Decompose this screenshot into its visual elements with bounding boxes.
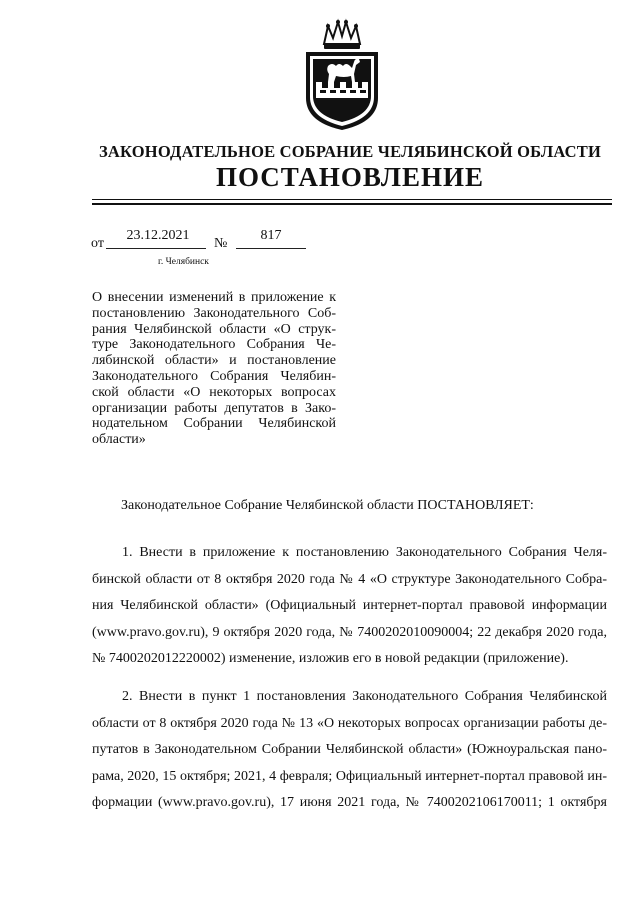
subject-line: лябинской области» и постановление xyxy=(92,353,336,369)
paragraph-line: № 7400202012220002) изменение, изложив его в новой редакции (приложение). xyxy=(92,651,569,667)
subject-line: рания Челябинской области «О струк- xyxy=(92,321,336,337)
subject-line: постановлению Законодательного Соб- xyxy=(92,305,336,321)
organization-name: ЗАКОНОДАТЕЛЬНОЕ СОБРАНИЕ ЧЕЛЯБИНСКОЙ ОБЛАСТИ xyxy=(98,142,602,161)
paragraph-line: 1. Внести в приложение к постановлению Законодательного Собрания Челя- xyxy=(122,545,607,560)
document-number: 817 xyxy=(260,228,282,243)
subject-line: области» xyxy=(92,432,146,448)
subject-line: организации работы депутатов в Зако- xyxy=(92,400,336,416)
coat-of-arms-icon xyxy=(294,18,390,134)
paragraph-line: формации (www.pravo.gov.ru), 17 июня 2021 года, № 7400202106170011; 1 октября xyxy=(92,795,607,811)
paragraph-1 xyxy=(92,540,607,673)
date-underline xyxy=(106,248,206,249)
city-label: г. Челябинск xyxy=(158,257,209,267)
date-prefix-label: от xyxy=(91,236,104,251)
preamble: Законодательное Собрание Челябинской области ПОСТАНОВЛЯЕТ: xyxy=(121,498,534,513)
paragraph-line: 2. Внести в пункт 1 постановления Законодательного Собрания Челябинской xyxy=(122,689,607,704)
header-rule-thick xyxy=(92,203,612,205)
paragraph-2 xyxy=(92,684,607,817)
subject-line: О внесении изменений в приложение к xyxy=(92,290,336,305)
paragraph-line: области от 8 октября 2020 года № 13 «О некоторых вопросах организации работы де- xyxy=(92,715,607,731)
number-underline xyxy=(236,248,306,249)
subject-line: ской области «О некоторых вопросах xyxy=(92,384,336,400)
subject-line: Законодательного Собрания Челябин- xyxy=(92,368,336,384)
subject-line: нодательном Собрании Челябинской xyxy=(92,416,336,432)
paragraph-line: ния Челябинской области» (Официальный интернет-портал правовой информации xyxy=(92,598,607,614)
paragraph-line: рама, 2020, 15 октября; 2021, 4 февраля; Официальный интернет-портал правовой ин- xyxy=(92,768,607,784)
paragraph-line: (www.pravo.gov.ru), 9 октября 2020 года, № 7400202010090004; 22 декабря 2020 года, xyxy=(92,624,607,640)
document-date: 23.12.2021 xyxy=(126,228,190,243)
header-rule-thin xyxy=(92,199,612,200)
paragraph-line: путатов в Законодательном Собрании Челябинской области» (Южноуральская пано- xyxy=(92,742,607,758)
document-subject xyxy=(92,290,336,448)
number-prefix-label: № xyxy=(214,236,228,251)
subject-line: туре Законодательного Собрания Че- xyxy=(92,337,336,353)
document-type-title: ПОСТАНОВЛЕНИЕ xyxy=(215,162,485,192)
paragraph-line: бинской области от 8 октября 2020 года № 4 «О структуре Законодательного Собра- xyxy=(92,571,607,587)
